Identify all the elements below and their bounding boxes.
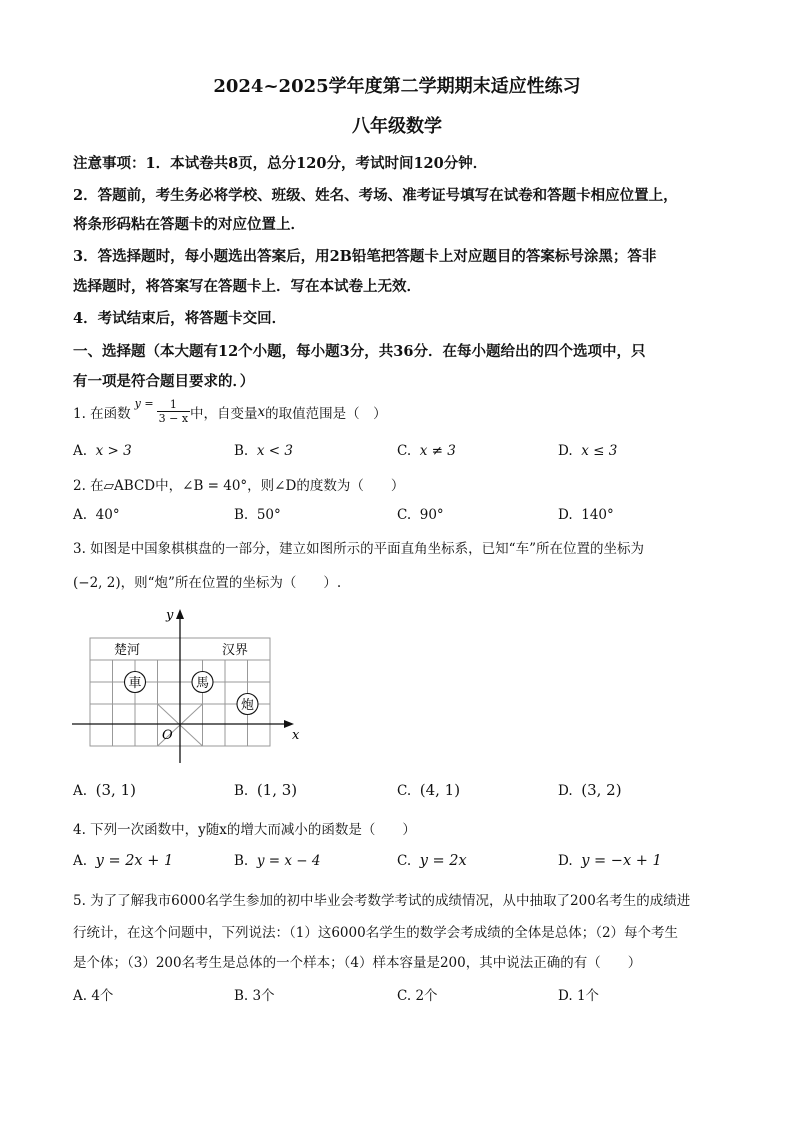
option-label: C. [397,443,412,459]
q1-suffix-a: 中，自变量 [190,405,258,422]
option-text: (3, 1) [95,781,136,799]
note-line-5: 选择题时，将答案写在答题卡上．写在本试卷上无效． [73,278,421,295]
option-text: (4, 1) [419,781,461,799]
option-text: 1个 [576,988,600,1004]
option-label: B. [234,988,249,1004]
q1-prefix: 1. 在函数 [73,405,131,422]
q1-fraction-denominator: 3 − x [158,412,189,425]
option-text: 40° [95,507,120,523]
option-label: C. [397,853,412,869]
option-text: 50° [256,507,281,523]
river-label-right: 汉界 [222,643,249,658]
piece-pao [237,694,258,715]
y-axis-label: y [166,608,174,623]
river-label-left: 楚河 [114,643,141,658]
option-label: D. [558,443,573,459]
question-4-stem: 4. 下列一次函数中，y随x的增大而减小的函数是（ ） [73,822,416,838]
section-heading-line-2: 有一项是符合题目要求的．） [73,373,255,390]
chessboard-figure [70,605,300,765]
option-text: 2个 [415,988,438,1004]
option-label: C. [397,507,412,523]
q4-option-b[interactable] [234,853,320,869]
q1-suffix-b: 的取值范围是（ ） [265,405,387,422]
q3-option-c[interactable] [397,781,460,799]
q1-option-d[interactable] [558,443,617,459]
q1-var: x [257,403,266,420]
q1-option-a[interactable] [73,443,132,459]
piece-che-label: 車 [128,676,142,691]
q1-fraction-numerator: 1 [157,398,190,412]
option-label: A. [73,443,88,459]
q3-option-a[interactable] [73,781,136,799]
option-label: A. [73,988,88,1004]
question-5-stem-line-3: 是个体；（3）200名考生是总体的一个样本；（4）样本容量是200，其中说法正确的有（ ） [73,955,642,971]
option-text: x > 3 [95,443,132,459]
q3-option-d[interactable] [558,781,622,799]
option-label: A. [73,783,88,799]
option-label: B. [234,783,249,799]
note-line-1: 注意事项：1．本试卷共8页，总分120分，考试时间120分钟． [73,155,488,172]
q1-func-lhs: y = [134,397,154,410]
option-label: D. [558,988,573,1004]
q2-option-b[interactable] [234,507,281,523]
q1-option-c[interactable] [397,443,456,459]
section-heading-line-1: 一、选择题（本大题有12个小题，每小题3分，共36分．在每小题给出的四个选项中，只 [73,343,646,360]
option-text: y = −x + 1 [581,853,662,869]
note-line-3: 将条形码粘在答题卡的对应位置上． [73,216,305,233]
option-text: x ≠ 3 [419,443,456,459]
question-5-stem-line-2: 行统计，在这个问题中，下列说法：（1）这6000名学生的数学会考成绩的全体是总体；（2）每个考生 [73,925,679,941]
q5-option-b[interactable] [234,984,275,1004]
option-text: y = 2x + 1 [95,853,174,869]
piece-ma [192,672,213,693]
option-label: D. [558,783,573,799]
note-line-4: 3．答选择题时，每小题选出答案后，用2B铅笔把答题卡上对应题目的答案标号涂黑；答非 [73,248,657,265]
q5-option-d[interactable] [558,984,599,1004]
x-axis-label: x [292,728,300,743]
piece-che [125,672,146,693]
q3-option-b[interactable] [234,781,297,799]
option-label: B. [234,443,249,459]
piece-pao-label: 炮 [240,698,255,713]
option-label: B. [234,853,249,869]
option-label: B. [234,507,249,523]
option-text: 140° [581,507,614,523]
q4-option-c[interactable] [397,853,467,869]
option-text: (3, 2) [581,781,622,799]
piece-ma-label: 馬 [195,676,210,691]
option-text: y = 2x [419,853,467,869]
option-text: 3个 [252,988,275,1004]
coordinate-axes [72,609,294,763]
option-text: 4个 [91,988,114,1004]
question-2-stem: 2. 在▱ABCD中，∠B = 40°，则∠D的度数为（ ） [73,478,405,494]
option-label: D. [558,853,573,869]
option-text: y = x − 4 [256,853,321,869]
q1-option-b[interactable] [234,443,293,459]
q2-option-c[interactable] [397,507,444,523]
option-label: C. [397,988,412,1004]
note-line-6: 4．考试结束后，将答题卡交回． [73,310,287,327]
option-label: C. [397,783,412,799]
option-text: x ≤ 3 [581,443,618,459]
question-5-stem-line-1: 5. 为了了解我市6000名学生参加的初中毕业会考数学考试的成绩情况，从中抽取了200名考生的成绩进 [73,893,691,909]
option-label: A. [73,853,88,869]
option-text: 90° [419,507,444,523]
exam-title: 2024~2025学年度第二学期期末适应性练习 [213,76,581,97]
option-text: (1, 3) [256,781,298,799]
option-label: D. [558,507,573,523]
note-line-2: 2．答题前，考生务必将学校、班级、姓名、考场、准考证号填写在试卷和答题卡相应位置上， [73,187,678,204]
question-3-stem-line-1: 3. 如图是中国象棋棋盘的一部分，建立如图所示的平面直角坐标系，已知“车”所在位置的坐标为 [73,541,644,557]
exam-subtitle: 八年级数学 [352,116,442,137]
q5-option-a[interactable] [73,984,113,1004]
q2-option-a[interactable] [73,507,120,523]
q5-option-c[interactable] [397,984,438,1004]
question-1-stem [73,398,387,425]
q2-option-d[interactable] [558,507,614,523]
q4-option-d[interactable] [558,853,662,869]
question-3-stem-line-2: (−2, 2)，则“炮”所在位置的坐标为（ ）. [73,575,342,591]
q4-option-a[interactable] [73,853,173,869]
q1-fraction [157,398,190,425]
option-label: A. [73,507,88,523]
origin-label: O [162,728,173,743]
option-text: x < 3 [256,443,293,459]
